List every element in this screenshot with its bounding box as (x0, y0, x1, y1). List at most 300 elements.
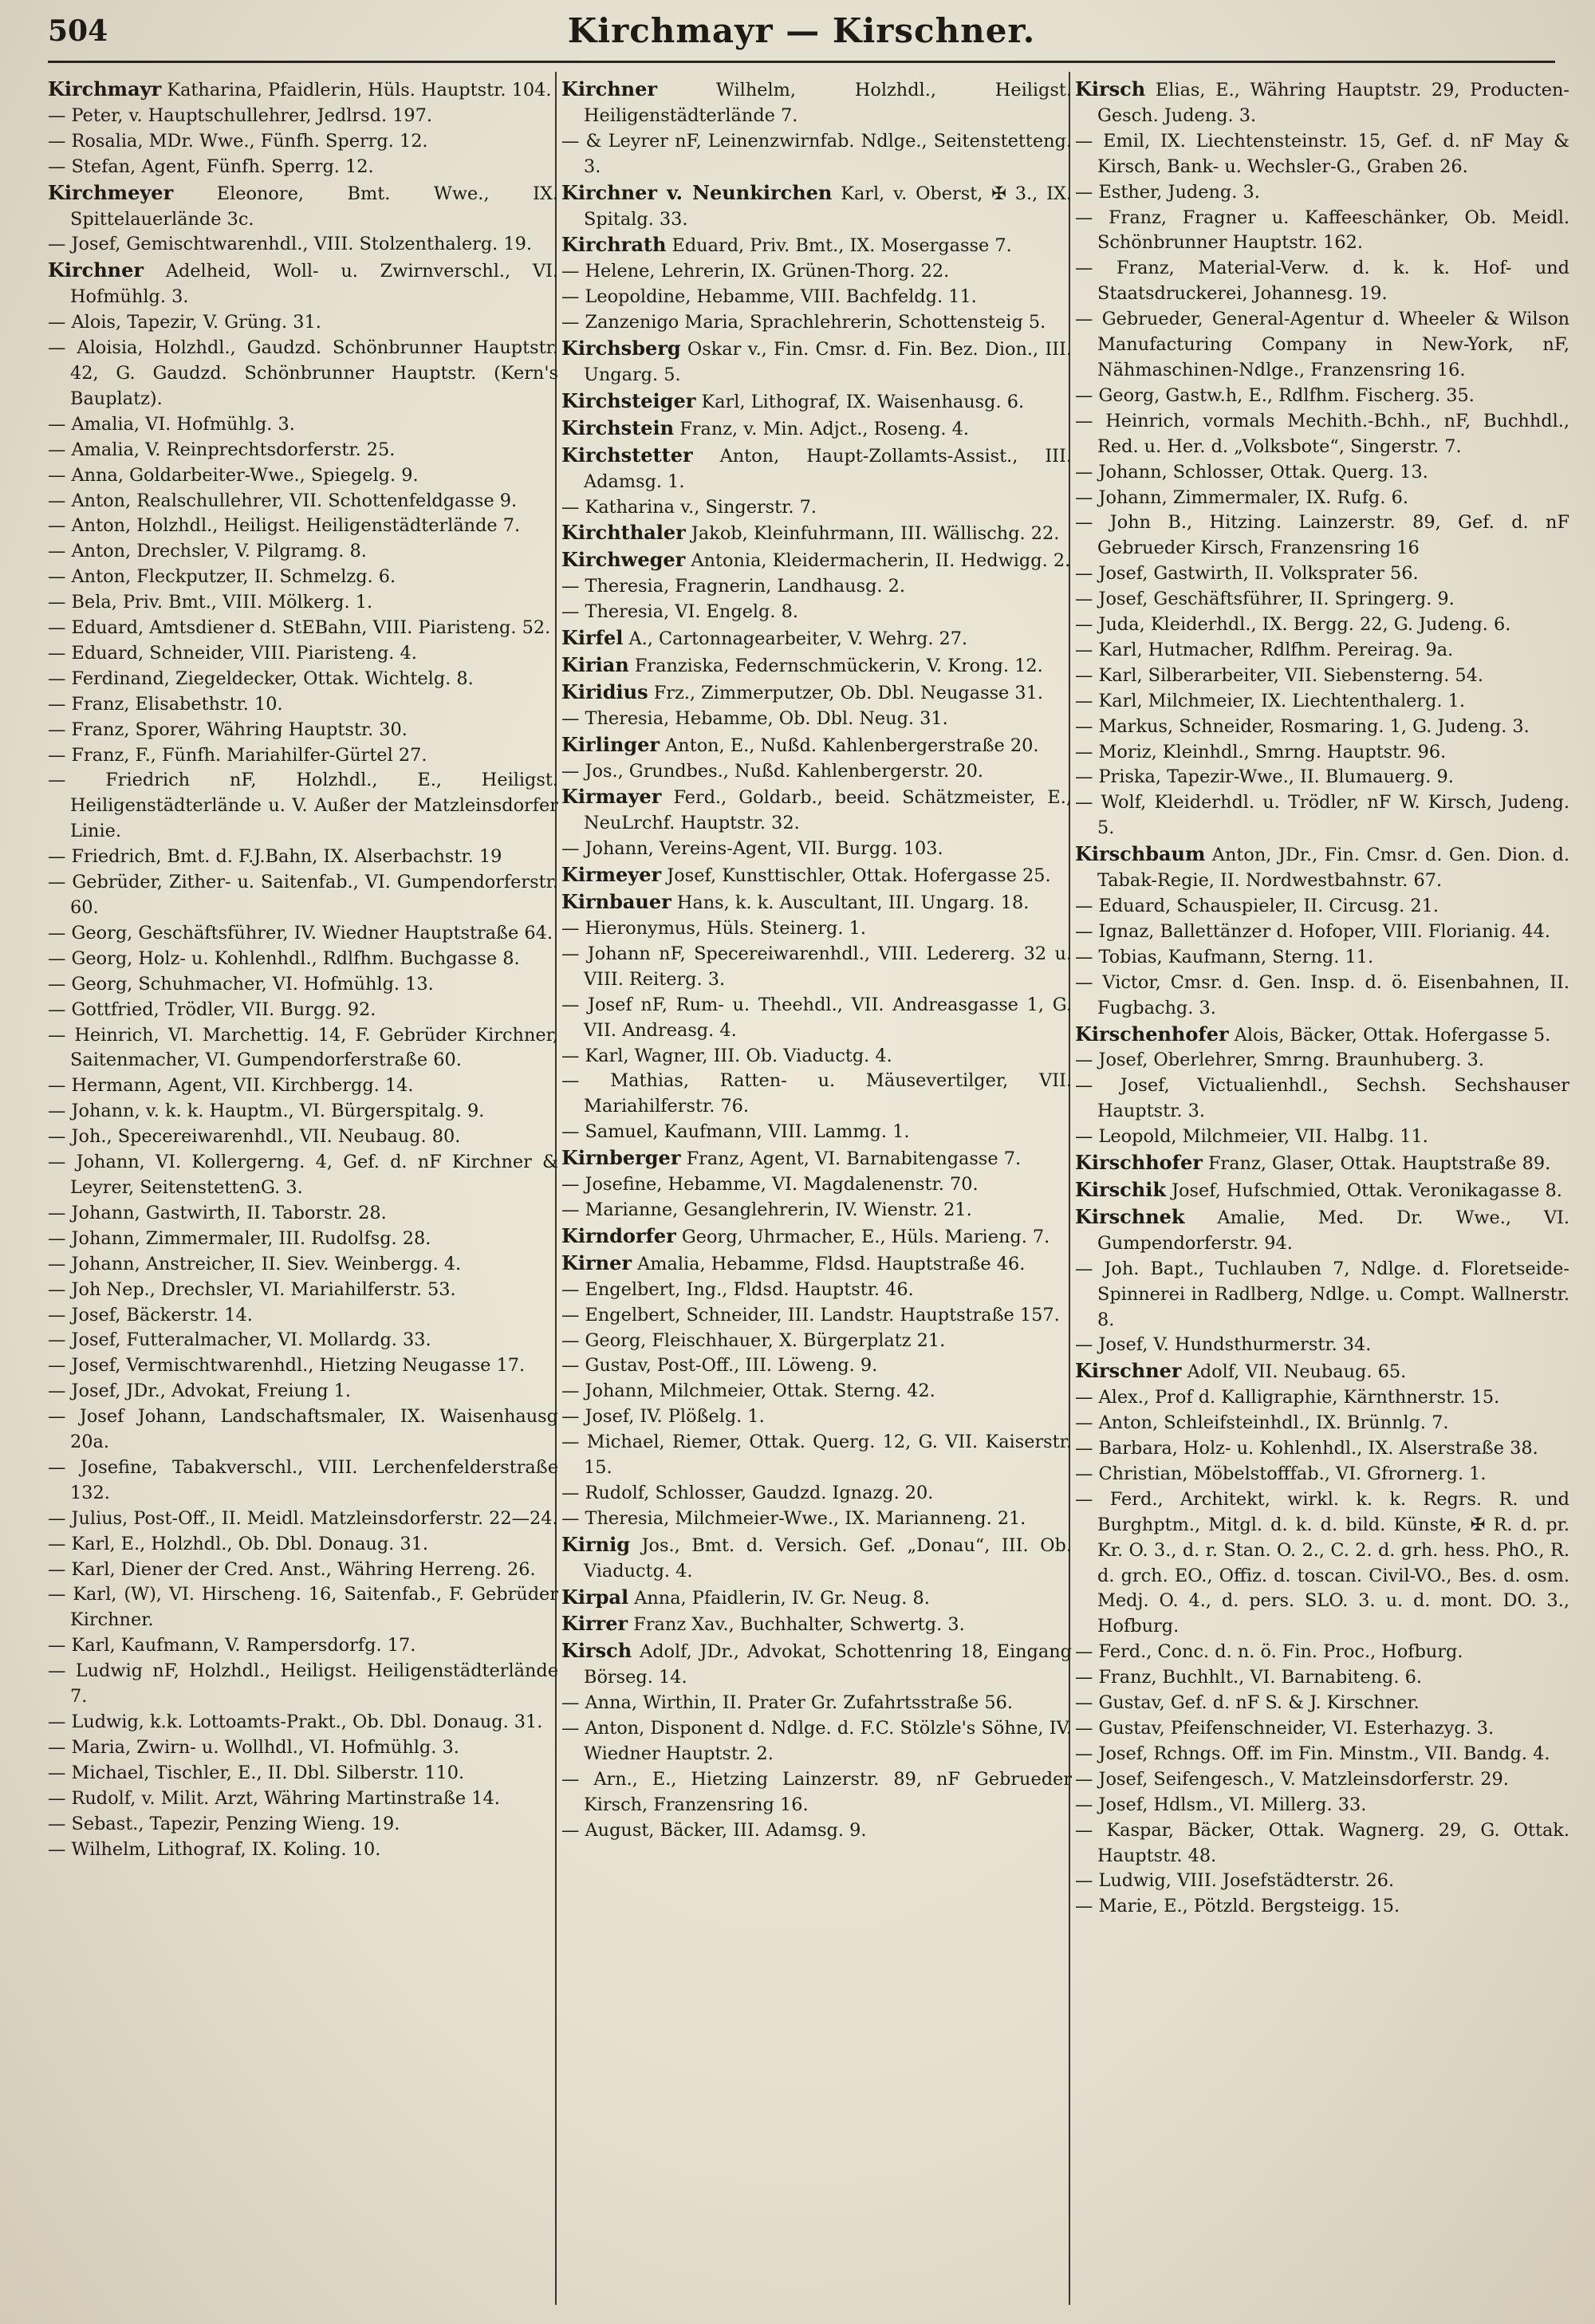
directory-entry (48, 104, 558, 129)
entry-text: — Rudolf, v. Milit. Arzt, Währing Martinstraße 14. (48, 1787, 500, 1809)
surname: Kirsch (561, 1639, 632, 1663)
directory-entry (561, 310, 1072, 336)
entry-text: — Gebrueder, General-Agentur d. Wheeler & Wilson Manufacturing Company in New-York, nF, Nähmaschinen-Ndlge., Franzensring 16. (1075, 309, 1569, 380)
surname: Kirchstetter (561, 443, 693, 467)
entry-text: — Josef, Vermischtwarenhdl., Hietzing Neugasse 17. (48, 1355, 526, 1377)
directory-entry-head (561, 77, 1072, 129)
entry-text: — Anton, Holzhdl., Heiligst. Heiligenstädterlände 7. (48, 515, 521, 537)
entry-text: Josef, Hufschmied, Ottak. Veronikagasse 8. (1165, 1180, 1562, 1201)
entry-text: — Bela, Priv. Bmt., VIII. Mölkerg. 1. (48, 592, 373, 613)
directory-entry (48, 768, 558, 845)
directory-entry (561, 1818, 1072, 1844)
entry-text: — Johann nF, Specereiwarenhdl., VIII. Ledererg. 32 u. VIII. Reiterg. 3. (561, 943, 1072, 990)
directory-entry (1075, 689, 1569, 715)
directory-entry (561, 1069, 1072, 1120)
directory-entry (48, 972, 558, 998)
directory-entry (1075, 1257, 1569, 1333)
entry-text: — Georg, Fleischhauer, X. Bürgerplatz 21. (561, 1329, 946, 1351)
surname: Kirchthaler (561, 521, 686, 545)
directory-entry (48, 692, 558, 718)
entry-text: — Julius, Post-Off., II. Meidl. Matzleinsdorferstr. 22—24. (48, 1507, 558, 1529)
entry-text: Eduard, Priv. Bmt., IX. Mosergasse 7. (666, 235, 1012, 257)
directory-entry (48, 1710, 558, 1735)
directory-entry (48, 641, 558, 667)
surname: Kirner (561, 1251, 632, 1274)
entry-text: — & Leyrer nF, Leinenzwirnfab. Ndlge., Seitenstetteng. 3. (561, 130, 1072, 177)
entry-text: — Karl, Wagner, III. Ob. Viaductg. 4. (561, 1045, 892, 1066)
directory-entry (561, 837, 1072, 862)
entry-text: — Karl, Milchmeier, IX. Liechtenthalerg. 1. (1075, 690, 1466, 711)
directory-entry (48, 1278, 558, 1303)
surname: Kirnig (561, 1532, 630, 1556)
surname: Kirmeyer (561, 863, 662, 887)
directory-entry-head (561, 336, 1072, 388)
directory-entry (48, 1201, 558, 1227)
entry-text: — Franz, Sporer, Währing Hauptstr. 30. (48, 719, 408, 740)
directory-entry (1075, 1073, 1569, 1125)
directory-entry (1075, 971, 1569, 1022)
directory-entry (48, 743, 558, 769)
directory-entry-head (561, 652, 1072, 679)
entry-text: — Karl, Kaufmann, V. Rampersdorfg. 17. (48, 1635, 416, 1656)
entry-text: — Gebrüder, Zither- u. Saitenfab., VI. Gumpendorferstr. 60. (48, 872, 558, 918)
directory-entry (48, 1252, 558, 1278)
entry-text: — Aloisia, Holzhdl., Gaudzd. Schönbrunner Hauptstr. 42, G. Gaudzd. Schönbrunner Hauptstr. (Kern's Bauplatz). (48, 337, 558, 409)
surname: Kirchstein (561, 416, 675, 439)
entry-text: — Hieronymus, Hüls. Steinerg. 1. (561, 918, 866, 939)
directory-entry-head (561, 1251, 1072, 1278)
entry-text: — Karl, Hutmacher, Rdlfhm. Pereirag. 9a. (1075, 639, 1454, 660)
entry-text: — Karl, Diener der Cred. Anst., Währing Herreng. 26. (48, 1558, 536, 1580)
directory-entry (48, 947, 558, 972)
directory-entry (48, 489, 558, 514)
directory-entry (48, 565, 558, 590)
entry-text: — Wolf, Kleiderhdl. u. Trödler, nF W. Kirsch, Judeng. 5. (1075, 792, 1569, 839)
directory-entry-head (48, 77, 558, 104)
directory-entry (561, 1303, 1072, 1329)
directory-entry (1075, 1818, 1569, 1869)
entry-text: — Josef, Hdlsm., VI. Millerg. 33. (1075, 1794, 1367, 1815)
entry-text: Karl, v. Oberst, ✠ 3., IX. Spitalg. 33. (584, 183, 1072, 230)
directory-entry (561, 759, 1072, 785)
directory-entry (48, 412, 558, 438)
surname: Kirschbaum (1075, 842, 1206, 866)
entry-text: Anton, Haupt-Zollamts-Assist., III. Adamsg. 1. (584, 445, 1072, 492)
directory-entry-head (1075, 1358, 1569, 1385)
entry-text: — Josef, Rchngs. Off. im Fin. Minstm., VII. Bandg. 4. (1075, 1743, 1550, 1764)
entry-text: — Johann, Schlosser, Ottak. Querg. 13. (1075, 461, 1428, 483)
directory-entry (1075, 1691, 1569, 1716)
directory-entry (1075, 1869, 1569, 1894)
directory-entry (561, 1172, 1072, 1198)
directory-entry (48, 1353, 558, 1379)
directory-entry (48, 1532, 558, 1558)
directory-entry (1075, 740, 1569, 766)
surname: Kirchweger (561, 548, 686, 572)
entry-text: Franz, v. Min. Adjct., Roseng. 4. (674, 418, 970, 439)
entry-text: Elias, E., Währing Hauptstr. 29, Producten-Gesch. Judeng. 3. (1097, 80, 1569, 126)
entry-text: — Alois, Tapezir, V. Grüng. 31. (48, 312, 321, 333)
running-head: Kirchmayr — Kirschner. (567, 11, 1036, 50)
directory-entry (561, 285, 1072, 310)
entry-text: — Theresia, Fragnerin, Landhausg. 2. (561, 576, 905, 597)
entry-text: — Ferdinand, Ziegeldecker, Ottak. Wichtelg. 8. (48, 668, 474, 689)
entry-text: Jos., Bmt. d. Versich. Gef. „Donau“, III. Ob. Viaductg. 4. (584, 1534, 1072, 1582)
entry-text: — Anna, Wirthin, II. Prater Gr. Zufahrtsstraße 56. (561, 1692, 1013, 1714)
directory-entry (1075, 587, 1569, 613)
entry-text: — Helene, Lehrerin, IX. Grünen-Thorg. 22. (561, 261, 950, 282)
entry-text: Antonia, Kleidermacherin, II. Hedwigg. 2. (685, 550, 1071, 572)
entry-text: — Rosalia, MDr. Wwe., Fünfh. Sperrg. 12. (48, 130, 428, 152)
entry-text: — Johann, Zimmermaler, IX. Rufg. 6. (1075, 486, 1408, 508)
directory-entry (48, 1455, 558, 1507)
entry-text: — Georg, Gastw.h, E., Rdlfhm. Fischerg. 35. (1075, 384, 1475, 406)
surname: Kirchner (48, 258, 144, 282)
entry-text: Amalia, Hebamme, Fldsd. Hauptstraße 46. (631, 1253, 1026, 1274)
directory-entry-head (1075, 1204, 1569, 1257)
directory-entry (48, 1838, 558, 1863)
directory-entry (48, 1303, 558, 1329)
directory-entry (48, 718, 558, 743)
entry-text: — August, Bäcker, III. Adamsg. 9. (561, 1819, 867, 1841)
entry-text: — Josef, Geschäftsführer, II. Springerg. 9. (1075, 589, 1455, 610)
entry-text: — Samuel, Kaufmann, VIII. Lammg. 1. (561, 1121, 910, 1143)
directory-entry (1075, 715, 1569, 740)
directory-entry (1075, 510, 1569, 561)
entry-text: — Theresia, Milchmeier-Wwe., IX. Marianneng. 21. (561, 1507, 1026, 1529)
entry-text: — Johann, Gastwirth, II. Taborstr. 28. (48, 1202, 387, 1223)
directory-entry (48, 1150, 558, 1201)
directory-entry (1075, 206, 1569, 257)
directory-entry (1075, 180, 1569, 206)
entry-text: — Eduard, Amtsdiener d. StEBahn, VIII. Piaristeng. 52. (48, 617, 551, 639)
directory-entry (561, 1767, 1072, 1818)
surname: Kirmayer (561, 785, 662, 809)
directory-entry (561, 495, 1072, 521)
entry-text: Eleonore, Bmt. Wwe., IX. Spittelauerlände 3c. (70, 183, 558, 230)
directory-entry (48, 667, 558, 692)
directory-entry (561, 574, 1072, 600)
directory-entry-head (561, 232, 1072, 259)
directory-entry (1075, 613, 1569, 638)
directory-entry (48, 463, 558, 489)
entry-text: — Hermann, Agent, VII. Kirchbergg. 14. (48, 1075, 414, 1097)
directory-entry (561, 1353, 1072, 1379)
surname: Kirfel (561, 626, 624, 650)
entry-text: — Katharina v., Singerstr. 7. (561, 496, 817, 518)
directory-entry (561, 1481, 1072, 1507)
directory-entry (48, 616, 558, 641)
entry-text: — Josef, IV. Plößelg. 1. (561, 1406, 765, 1428)
entry-text: — Heinrich, VI. Marchettig. 14, F. Gebrüder Kirchner, Saitenmacher, VI. Gumpendorferstraße 60. (48, 1024, 558, 1071)
surname: Kirchsberg (561, 337, 681, 360)
entry-text: — Engelbert, Ing., Fldsd. Hauptstr. 46. (561, 1278, 914, 1300)
directory-entry (1075, 307, 1569, 384)
surname: Kirchmayr (48, 77, 162, 100)
entry-text: — Moriz, Kleinhdl., Smrng. Hauptstr. 96. (1075, 741, 1447, 762)
entry-text: — Gottfried, Trödler, VII. Burgg. 92. (48, 999, 376, 1020)
directory-entry (1075, 460, 1569, 486)
entry-text: — Marie, E., Pötzld. Bergsteigg. 15. (1075, 1896, 1400, 1917)
directory-entry (48, 438, 558, 463)
directory-entry-head (561, 889, 1072, 916)
directory-entry-head (561, 180, 1072, 233)
directory-entry-head (561, 388, 1072, 416)
entry-text: Anton, JDr., Fin. Cmsr. d. Gen. Dion. d. Tabak-Regie, II. Nordwestbahnstr. 67. (1097, 845, 1569, 892)
directory-entry (48, 539, 558, 565)
surname: Kirschhofer (1075, 1151, 1203, 1175)
directory-entry (561, 942, 1072, 993)
entry-text: — Josef, Oberlehrer, Smrng. Braunhuberg. 3. (1075, 1050, 1485, 1071)
directory-entry (561, 600, 1072, 625)
surname: Kirchner (561, 77, 658, 100)
entry-text: — Friedrich nF, Holzhdl., E., Heiligst. Heiligenstädterlände u. V. Außer der Matzleinsdorfer Linie. (48, 770, 558, 842)
entry-text: — Josef nF, Rum- u. Theehdl., VII. Andreasgasse 1, G. VII. Andreasg. 4. (561, 994, 1072, 1041)
directory-entry (48, 845, 558, 870)
entry-text: — Johann, Anstreicher, II. Siev. Weinbergg. 4. (48, 1253, 462, 1274)
directory-entry (561, 1278, 1072, 1303)
directory-entry (48, 1227, 558, 1252)
entry-text: — Josef, Seifengesch., V. Matzleinsdorferstr. 29. (1075, 1768, 1509, 1790)
entry-text: — Wilhelm, Lithograf, IX. Koling. 10. (48, 1838, 381, 1860)
page-number: 504 (48, 14, 108, 48)
directory-entry (48, 1404, 558, 1455)
directory-entry (48, 1786, 558, 1812)
directory-entry (1075, 790, 1569, 841)
entry-text: Oskar v., Fin. Cmsr. d. Fin. Bez. Dion., III. Ungarg. 5. (584, 339, 1072, 385)
directory-entry (1075, 1125, 1569, 1150)
surname: Kirrer (561, 1612, 628, 1636)
entry-text: Amalie, Med. Dr. Wwe., VI. Gumpendorferstr. 94. (1097, 1207, 1569, 1254)
entry-text: — Zanzenigo Maria, Sprachlehrerin, Schottensteig 5. (561, 312, 1046, 333)
entry-text: — Engelbert, Schneider, III. Landstr. Hauptstraße 157. (561, 1304, 1060, 1325)
directory-entry (48, 155, 558, 180)
surname: Kirndorfer (561, 1223, 676, 1247)
entry-text: — Sebast., Tapezir, Penzing Wieng. 19. (48, 1813, 400, 1834)
entry-text: Josef, Kunsttischler, Ottak. Hofergasse 25. (661, 865, 1051, 887)
directory-entry (1075, 894, 1569, 920)
directory-entry (48, 129, 558, 155)
directory-entry (48, 1023, 558, 1074)
directory-entry-head (561, 416, 1072, 443)
directory-entry (1075, 1487, 1569, 1640)
entry-text: — Anton, Realschullehrer, VII. Schottenfeldgasse 9. (48, 490, 518, 511)
directory-entry-head (561, 443, 1072, 495)
entry-text: Franz, Glaser, Ottak. Hauptstraße 89. (1202, 1153, 1551, 1175)
entry-text: Adelheid, Woll- u. Zwirnverschl., VI. Hofmühlg. 3. (70, 261, 558, 308)
entry-text: — Anton, Fleckputzer, II. Schmelzg. 6. (48, 566, 396, 588)
entry-text: Frz., Zimmerputzer, Ob. Dbl. Neugasse 31. (648, 682, 1044, 703)
directory-entry-head (1075, 77, 1569, 129)
directory-entry (48, 921, 558, 947)
surname: Kirschner (1075, 1359, 1182, 1383)
directory-entry (561, 1198, 1072, 1223)
entry-text: — Anton, Disponent d. Ndlge. d. F.C. Stölzle's Söhne, IV. Wiedner Hauptstr. 2. (561, 1718, 1072, 1764)
surname: Kirschnek (1075, 1204, 1185, 1228)
directory-entry-head (561, 1638, 1072, 1691)
entry-text: Alois, Bäcker, Ottak. Hofergasse 5. (1228, 1024, 1551, 1046)
surname: Kirchrath (561, 233, 667, 257)
entry-text: Franz Xav., Buchhalter, Schwertg. 3. (628, 1614, 965, 1636)
entry-text: — Theresia, VI. Engelg. 8. (561, 601, 798, 623)
directory-entry-head (561, 732, 1072, 759)
entry-text: — Josef, V. Hundsthurmerstr. 34. (1075, 1334, 1372, 1356)
surname: Kirsch (1075, 77, 1146, 100)
directory-entry (561, 1379, 1072, 1404)
surname: Kirchmeyer (48, 180, 174, 204)
entry-text: — Ludwig nF, Holzhdl., Heiligst. Heiligenstädterlände 7. (48, 1660, 558, 1708)
directory-entry (48, 1328, 558, 1353)
directory-entry (48, 1379, 558, 1404)
directory-entry-head (1075, 1022, 1569, 1049)
entry-text: — Johann, Vereins-Agent, VII. Burgg. 103. (561, 838, 943, 860)
surname: Kirchner v. Neunkirchen (561, 180, 833, 204)
entry-text: — Theresia, Hebamme, Ob. Dbl. Neug. 31. (561, 707, 948, 729)
surname: Kiridius (561, 679, 648, 703)
entry-text: — Marianne, Gesanglehrerin, IV. Wienstr. 21. (561, 1199, 972, 1220)
entry-text: — Tobias, Kaufmann, Sterng. 11. (1075, 946, 1374, 967)
directory-entry (1075, 1462, 1569, 1487)
entry-text: Franziska, Federnschmückerin, V. Krong. 12. (628, 655, 1043, 676)
directory-entry (48, 1582, 558, 1633)
entry-text: — Esther, Judeng. 3. (1075, 181, 1260, 203)
directory-entry (1075, 1767, 1569, 1793)
entry-text: — Josef Johann, Landschaftsmaler, IX. Waisenhausg 20a. (48, 1406, 558, 1453)
entry-text: — Leopold, Milchmeier, VII. Halbg. 11. (1075, 1126, 1428, 1148)
directory-entry (48, 1812, 558, 1838)
directory-entry (1075, 1665, 1569, 1691)
surname: Kirnberger (561, 1146, 681, 1170)
entry-text: Karl, Lithograf, IX. Waisenhausg. 6. (695, 391, 1025, 412)
directory-entry (1075, 409, 1569, 460)
entry-text: Katharina, Pfaidlerin, Hüls. Hauptstr. 104. (161, 80, 552, 100)
directory-entry (1075, 1894, 1569, 1920)
directory-entry (48, 514, 558, 539)
entry-text: — Rudolf, Schlosser, Gaudzd. Ignazg. 20. (561, 1482, 934, 1503)
directory-entry (48, 1099, 558, 1125)
directory-entry (561, 1044, 1072, 1069)
directory-entry-head (561, 1223, 1072, 1251)
directory-entry (1075, 1793, 1569, 1818)
entry-text: — Ignaz, Ballettänzer d. Hofoper, VIII. Florianig. 44. (1075, 920, 1550, 942)
entry-text: — Alex., Prof d. Kalligraphie, Kärnthnerstr. 15. (1075, 1387, 1500, 1408)
directory-entry (48, 336, 558, 412)
entry-text: — Georg, Holz- u. Kohlenhdl., Rdlfhm. Buchgasse 8. (48, 947, 520, 969)
directory-entry (1075, 1411, 1569, 1436)
entry-text: — Franz, Material-Verw. d. k. k. Hof- und Staatsdruckerei, Johannesg. 19. (1075, 258, 1569, 305)
directory-entry (1075, 765, 1569, 790)
entry-text: — Johann, VI. Kollergerng. 4, Gef. d. nF Kirchner & Leyrer, SeitenstettenG. 3. (48, 1152, 558, 1198)
directory-entry-head (561, 784, 1072, 837)
directory-entry-head (48, 180, 558, 233)
entry-text: — Friedrich, Bmt. d. F.J.Bahn, IX. Alserbachstr. 19 (48, 846, 502, 868)
entry-text: Adolf, VII. Neubaug. 65. (1181, 1361, 1407, 1383)
directory-entry (561, 1507, 1072, 1532)
entry-text: — Mathias, Ratten- u. Mäusevertilger, VII. Mariahilferstr. 76. (561, 1070, 1072, 1117)
directory-entry-head (48, 258, 558, 310)
directory-entry-head (561, 1532, 1072, 1585)
entry-text: — Joh. Bapt., Tuchlauben 7, Ndlge. d. Floretseide-Spinnerei in Radlberg, Ndlge. u. Compt. Wallnerstr. 8. (1075, 1258, 1569, 1330)
directory-entry-head (561, 679, 1072, 707)
entry-text: — Eduard, Schneider, VIII. Piaristeng. 4. (48, 642, 417, 664)
directory-entry (48, 1761, 558, 1786)
directory-entry (561, 993, 1072, 1044)
entry-text: Hans, k. k. Auscultant, III. Ungarg. 18. (671, 892, 1030, 914)
entry-text: — Joh Nep., Drechsler, VI. Mariahilferstr. 53. (48, 1278, 456, 1300)
directory-entry (48, 1125, 558, 1150)
entry-text: — Franz, F., Fünfh. Mariahilfer-Gürtel 27. (48, 744, 427, 766)
entry-text: — Georg, Geschäftsführer, IV. Wiedner Hauptstraße 64. (48, 922, 553, 943)
entry-text: — Juda, Kleiderhdl., IX. Bergg. 22, G. Judeng. 6. (1075, 614, 1511, 636)
entry-text: — Josef, Bäckerstr. 14. (48, 1304, 253, 1325)
directory-entry (1075, 664, 1569, 689)
entry-text: — Anton, Schleifsteinhdl., IX. Brünnlg. 7. (1075, 1412, 1449, 1434)
directory-entry (561, 1716, 1072, 1767)
entry-text: — Michael, Riemer, Ottak. Querg. 12, G. VII. Kaiserstr. 15. (561, 1432, 1072, 1479)
entry-text: — Franz, Fragner u. Kaffeeschänker, Ob. Meidl. Schönbrunner Hauptstr. 162. (1075, 207, 1569, 254)
directory-entry (561, 1691, 1072, 1716)
entry-text: — Joh., Specereiwarenhdl., VII. Neubaug. 80. (48, 1126, 461, 1148)
directory-entry (48, 1633, 558, 1659)
surname: Kirchsteiger (561, 388, 696, 412)
entry-text: — Johann, Zimmermaler, III. Rudolfsg. 28. (48, 1227, 431, 1249)
directory-entry-head (561, 520, 1072, 547)
entry-text: — Karl, E., Holzhdl., Ob. Dbl. Donaug. 31. (48, 1533, 429, 1554)
entry-text: — Christian, Möbelstofffab., VI. Gfrornerg. 1. (1075, 1463, 1487, 1484)
directory-entry-head (561, 625, 1072, 652)
entry-text: Jakob, Kleinfuhrmann, III. Wällischg. 22. (685, 523, 1060, 545)
entry-text: Wilhelm, Holzhdl., Heiligst. Heiligenstädterlände 7. (584, 80, 1072, 126)
directory-entry (48, 1558, 558, 1583)
surname: Kirschenhofer (1075, 1022, 1229, 1046)
entry-text: Ferd., Goldarb., beeid. Schätzmeister, E., NeuLrchf. Hauptstr. 32. (584, 787, 1072, 834)
entry-text: — Ferd., Conc. d. n. ö. Fin. Proc., Hofburg. (1075, 1641, 1463, 1663)
directory-entry-head (561, 1611, 1072, 1638)
entry-text: Georg, Uhrmacher, E., Hüls. Marieng. 7. (675, 1226, 1050, 1247)
directory-entry (1075, 945, 1569, 971)
entry-text: — Leopoldine, Hebamme, VIII. Bachfeldg. 11. (561, 286, 977, 308)
entry-text: — Stefan, Agent, Fünfh. Sperrg. 12. (48, 156, 374, 177)
entry-text: — Karl, Silberarbeiter, VII. Siebensterng. 54. (1075, 664, 1484, 686)
directory-entry (48, 1073, 558, 1099)
column-2 (561, 77, 1072, 2302)
directory-entry (561, 1430, 1072, 1481)
page-header (48, 11, 1555, 57)
column-3 (1075, 77, 1569, 2302)
directory-entry (561, 707, 1072, 732)
directory-entry-head (561, 1145, 1072, 1172)
entry-text: Franz, Agent, VI. Barnabitengasse 7. (680, 1148, 1022, 1170)
entry-text: — Amalia, V. Reinprechtsdorferstr. 25. (48, 439, 396, 460)
entry-text: — Ludwig, k.k. Lottoamts-Prakt., Ob. Dbl. Donaug. 31. (48, 1711, 543, 1732)
entry-text: — Markus, Schneider, Rosmaring. 1, G. Judeng. 3. (1075, 715, 1530, 737)
entry-text: — Priska, Tapezir-Wwe., II. Blumauerg. 9. (1075, 766, 1454, 788)
directory-entry (561, 129, 1072, 180)
column-1 (48, 77, 558, 2302)
directory-entry (1075, 638, 1569, 664)
entry-text: — Michael, Tischler, E., II. Dbl. Silberstr. 110. (48, 1762, 465, 1783)
entry-text: — Karl, (W), VI. Hirscheng. 16, Saitenfab., F. Gebrüder Kirchner. (48, 1584, 558, 1631)
entry-text: — Ludwig, VIII. Josefstädterstr. 26. (1075, 1870, 1395, 1892)
entry-text: — Georg, Schuhmacher, VI. Hofmühlg. 13. (48, 973, 434, 995)
directory-entry (1075, 256, 1569, 307)
entry-text: Adolf, JDr., Advokat, Schottenring 18, Eingang Börseg. 14. (584, 1641, 1072, 1688)
directory-entry (1075, 1640, 1569, 1665)
entry-text: — Johann, Milchmeier, Ottak. Sterng. 42. (561, 1381, 935, 1402)
directory-entry-head (1075, 1177, 1569, 1204)
directory-entry-head (561, 1585, 1072, 1612)
surname: Kirnbauer (561, 890, 671, 914)
